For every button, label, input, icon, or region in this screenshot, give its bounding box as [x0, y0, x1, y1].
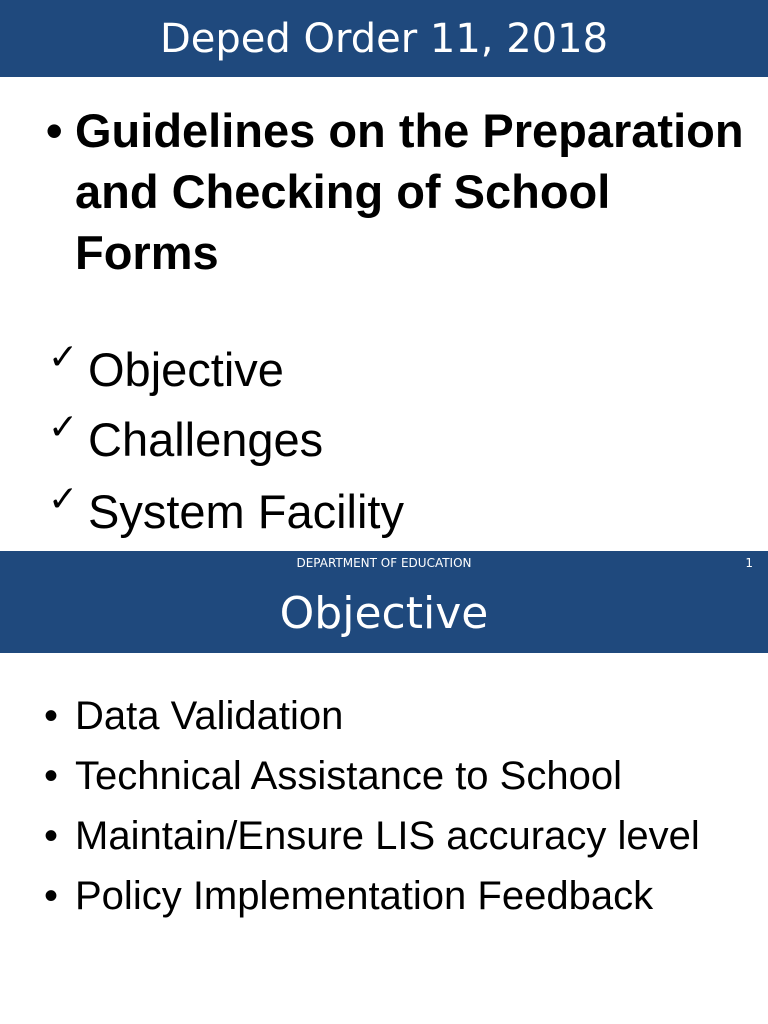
objective-list: [0, 691, 768, 931]
checkmark-icon: ✓: [48, 407, 79, 448]
slide-1-title-bar: [0, 0, 768, 77]
bullet-dot-icon: •: [44, 874, 59, 918]
main-bullet-text: Guidelines on the Preparation and Checking of School Forms: [75, 104, 744, 279]
slide-2-title: Objective: [279, 588, 489, 639]
checklist-item-label: Challenges: [88, 413, 324, 466]
checklist-item-challenges: [48, 405, 323, 475]
bullet-dot-icon: •: [44, 814, 59, 858]
footer-bar: [0, 551, 768, 575]
slide-2: [0, 551, 768, 1024]
checkmark-icon: ✓: [48, 337, 79, 378]
list-item: [0, 871, 768, 921]
checklist-item-label: Objective: [88, 343, 284, 396]
list-item-label: Maintain/Ensure LIS accuracy level: [75, 814, 700, 858]
bullet-dot-icon: •: [44, 754, 59, 798]
list-item: [0, 751, 768, 801]
list-item: [0, 691, 768, 741]
checklist-item-system-facility: [48, 477, 404, 547]
list-item-label: Policy Implementation Feedback: [75, 874, 654, 918]
bullet-dot-icon: •: [46, 104, 63, 157]
checklist-item-objective: [48, 335, 284, 405]
list-item: [0, 811, 768, 861]
checkmark-icon: ✓: [48, 479, 79, 520]
list-item-label: Data Validation: [75, 694, 344, 738]
footer-text: DEPARTMENT OF EDUCATION: [296, 556, 472, 570]
slide-2-title-bar: [0, 575, 768, 653]
slide-1-title: Deped Order 11, 2018: [159, 16, 609, 62]
bullet-dot-icon: •: [44, 694, 59, 738]
list-item-label: Technical Assistance to School: [75, 754, 622, 798]
checklist-item-label: System Facility: [88, 485, 404, 538]
page-number: 1: [745, 556, 753, 570]
